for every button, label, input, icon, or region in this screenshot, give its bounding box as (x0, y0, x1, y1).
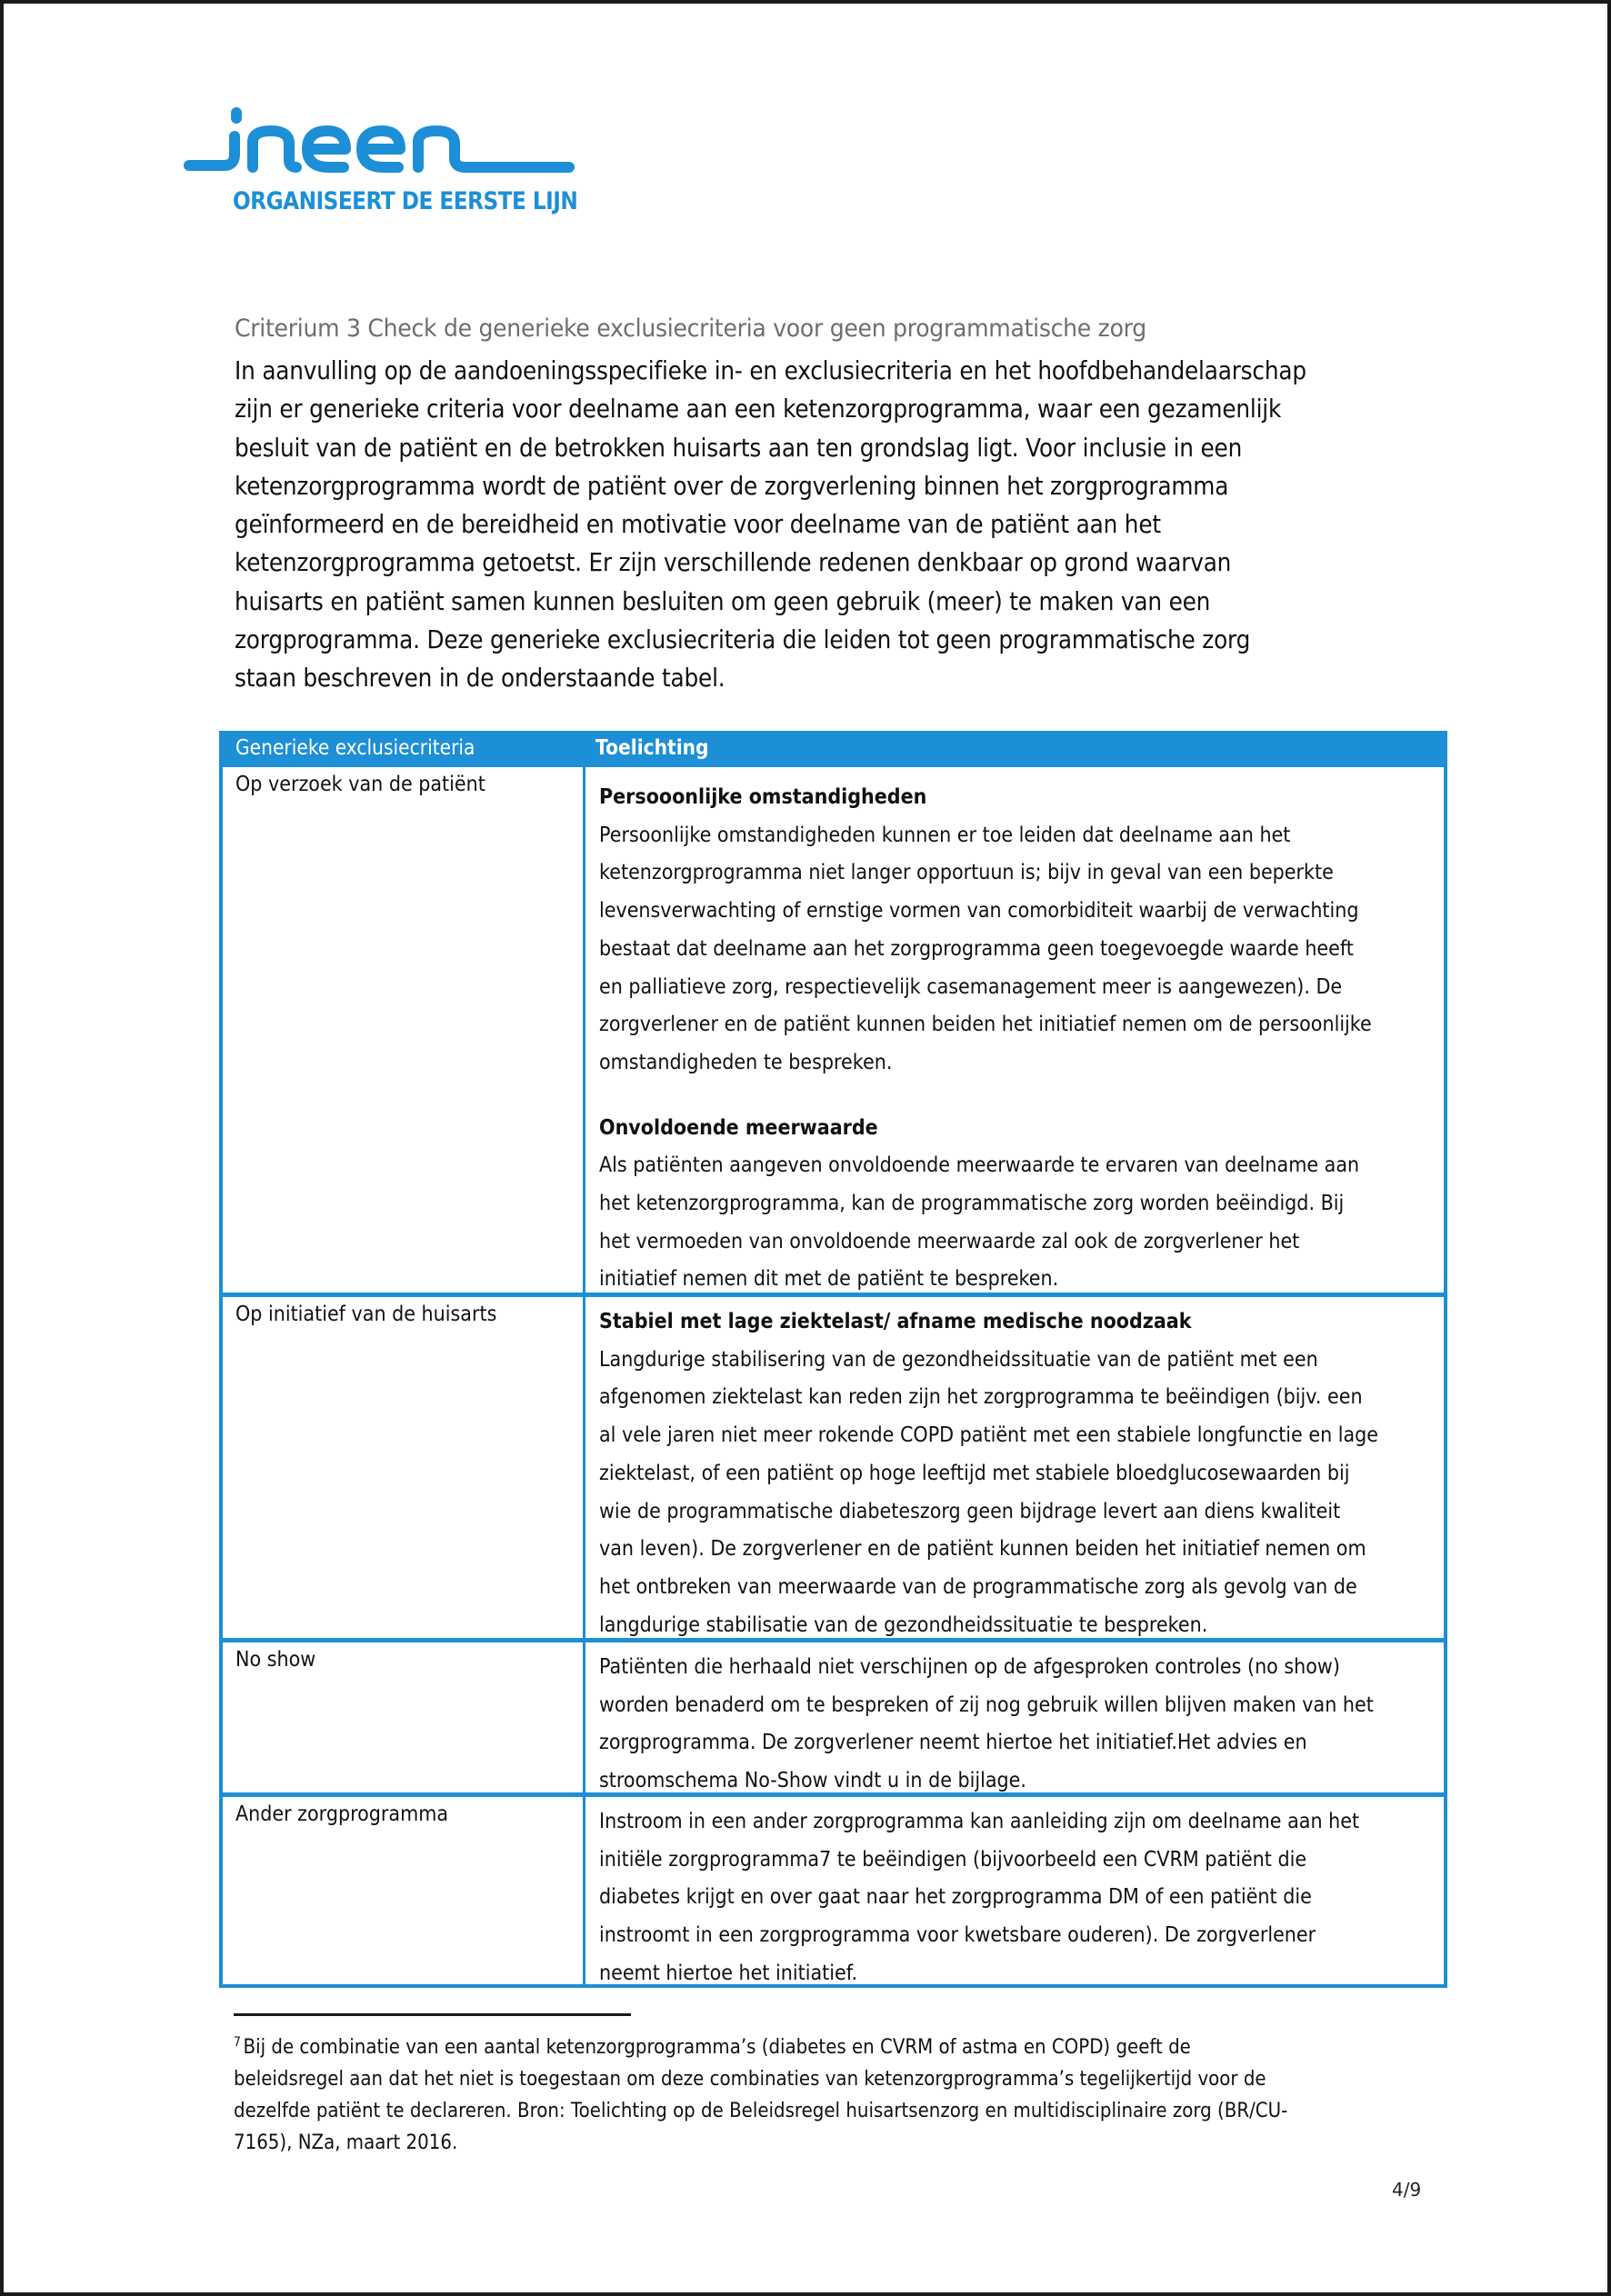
explanation-line: het ketenzorgprogramma, kan de programmatische zorg worden beëindigd. Bij (599, 1190, 1345, 1216)
criterium-cell: Op verzoek van de patiënt (235, 771, 485, 796)
footnote-line: dezelfde patiënt te declareren. Bron: Toelichting op de Beleidsregel huisartsenzorg en multidisciplinaire zorg (BR/CU- (234, 2099, 1288, 2122)
explanation-subtitle: Stabiel met lage ziektelast/ afname medische noodzaak (599, 1308, 1192, 1333)
footnote-line: 7165), NZa, maart 2016. (234, 2131, 458, 2154)
intro-line: zijn er generieke criteria voor deelname aan een ketenzorgprogramma, waar een gezamenlijk (235, 394, 1282, 424)
logo-tagline: ORGANISEERT DE EERSTE LIJN (233, 187, 578, 215)
table-row (223, 767, 1444, 1294)
explanation-line: Persoonlijke omstandigheden kunnen er toe leiden dat deelname aan het (599, 821, 1291, 847)
table-row (223, 1792, 1444, 1984)
explanation-line: ziektelast, of een patiënt op hoge leeftijd met stabiele bloedglucosewaarden bij (599, 1459, 1350, 1485)
intro-line: huisarts en patiënt samen kunnen besluiten om geen gebruik (meer) te maken van een (235, 586, 1211, 616)
intro-line: ketenzorgprogramma getoetst. Er zijn verschillende redenen denkbaar op grond waarvan (235, 548, 1232, 578)
intro-line: staan beschreven in de onderstaande tabel. (235, 664, 725, 694)
explanation-line: ketenzorgprogramma niet langer opportuun is; bijv in geval van een beperkte (599, 859, 1334, 885)
explanation-line: het vermoeden van onvoldoende meerwaarde zal ook de zorgverlener het (599, 1227, 1300, 1253)
explanation-line: Instroom in een ander zorgprogramma kan aanleiding zijn om deelname aan het (599, 1808, 1360, 1833)
table-row (223, 1293, 1444, 1640)
footnote (234, 2027, 1470, 2159)
explanation-line: al vele jaren niet meer rokende COPD patiënt met een stabiele longfunctie en lage (599, 1422, 1379, 1448)
explanation-line: instroomt in een zorgprogramma voor kwetsbare ouderen). De zorgverlener (599, 1922, 1316, 1948)
page-number: 4/9 (1392, 2179, 1422, 2201)
section-heading: Criterium 3 Check de generieke exclusiecriteria voor geen programmatische zorg (235, 314, 1146, 343)
footnote-line (234, 2027, 1322, 2063)
explanation-line: van leven). De zorgverlener en de patiënt kunnen beiden het initiatief nemen om (599, 1535, 1366, 1562)
explanation-line: zorgverlener en de patiënt kunnen beiden het initiatief nemen om de persoonlijke (599, 1011, 1372, 1037)
column-divider (583, 1297, 585, 1640)
explanation-line: zorgprogramma. De zorgverlener neemt hiertoe het initiatief.Het advies en (599, 1729, 1307, 1755)
criterium-cell: No show (235, 1646, 316, 1672)
table-header-criteria: Generieke exclusiecriteria (235, 736, 475, 760)
explanation-line: wie de programmatische diabeteszorg geen bijdrage levert aan diens kwaliteit (599, 1497, 1341, 1523)
intro-line: besluit van de patiënt en de betrokken huisarts aan ten grondslag ligt. Voor inclusie in een (235, 433, 1243, 463)
explanation-cell (599, 778, 1436, 1298)
table-row (223, 1638, 1444, 1794)
exclusion-criteria-table (219, 731, 1447, 1988)
intro-line: geïnformeerd en de bereidheid en motivatie voor deelname van de patiënt aan het (235, 510, 1161, 540)
footnote-marker: 7 (234, 2035, 241, 2050)
explanation-line: worden benaderd om te bespreken of zij nog gebruik willen blijven maken van het (599, 1691, 1374, 1717)
explanation-cell (599, 1303, 1436, 1643)
explanation-line: levensverwachting of ernstige vormen van comorbiditeit waarbij de verwachting (599, 897, 1359, 923)
explanation-cell (599, 1802, 1436, 1992)
footnote-line: beleidsregel aan dat het niet is toegestaan om deze combinaties van ketenzorgprogramma’s tegelijkertijd voor de (234, 2067, 1266, 2091)
explanation-line: langdurige stabilisatie van de gezondheidssituatie te bespreken. (599, 1611, 1208, 1637)
explanation-line: initiële zorgprogramma7 te beëindigen (bijvoorbeeld een CVRM patiënt die (599, 1845, 1307, 1872)
explanation-line: Als patiënten aangeven onvoldoende meerwaarde te ervaren van deelname aan (599, 1152, 1360, 1178)
intro-paragraph (235, 352, 1489, 698)
explanation-line: initiatief nemen dit met de patiënt te bespreken. (599, 1265, 1059, 1292)
explanation-line: Patiënten die herhaald niet verschijnen op de afgesproken controles (no show) (599, 1653, 1340, 1679)
explanation-line: Langdurige stabilisering van de gezondheidssituatie van de patiënt met een (599, 1345, 1318, 1372)
ineen-wordmark-icon (184, 105, 575, 187)
footnote-separator (234, 2013, 631, 2016)
explanation-line: diabetes krijgt en over gaat naar het zorgprogramma DM of een patiënt die (599, 1883, 1312, 1910)
explanation-line: neemt hiertoe het initiatief. (599, 1959, 858, 1985)
footnote-text: Bij de combinatie van een aantal ketenzorgprogramma’s (diabetes en CVRM of astma en COPD) geeft de (243, 2035, 1191, 2059)
column-divider (583, 767, 585, 1294)
explanation-cell (599, 1648, 1436, 1800)
column-divider (583, 1642, 585, 1794)
intro-line: In aanvulling op de aandoeningsspecifieke in- en exclusiecriteria en het hoofdbehandelaarschap (235, 356, 1306, 385)
explanation-line: bestaat dat deelname aan het zorgprogramma geen toegevoegde waarde heeft (599, 934, 1354, 961)
spacer (599, 1082, 1436, 1109)
intro-line: ketenzorgprogramma wordt de patiënt over de zorgverlening binnen het zorgprogramma (235, 471, 1229, 501)
explanation-line: omstandigheden te bespreken. (599, 1048, 893, 1074)
ineen-logo (184, 105, 578, 224)
explanation-line: en palliatieve zorg, respectievelijk casemanagement meer is aangewezen). De (599, 973, 1343, 999)
intro-line: zorgprogramma. Deze generieke exclusiecriteria die leiden tot geen programmatische zorg (235, 625, 1251, 655)
column-divider (583, 1797, 585, 1984)
table-header-row (219, 731, 1447, 767)
explanation-line: afgenomen ziektelast kan reden zijn het zorgprogramma te beëindigen (bijv. een (599, 1383, 1363, 1410)
table-header-explanation: Toelichting (595, 736, 709, 760)
criterium-cell: Ander zorgprogramma (235, 1801, 449, 1826)
explanation-line: het ontbreken van meerwaarde van de programmatische zorg als gevolg van de (599, 1572, 1357, 1599)
explanation-subtitle: Persooonlijke omstandigheden (599, 784, 927, 809)
explanation-line: stroomschema No-Show vindt u in de bijlage. (599, 1767, 1026, 1793)
explanation-subtitle: Onvoldoende meerwaarde (599, 1113, 878, 1140)
criterium-cell: Op initiatief van de huisarts (235, 1301, 497, 1326)
